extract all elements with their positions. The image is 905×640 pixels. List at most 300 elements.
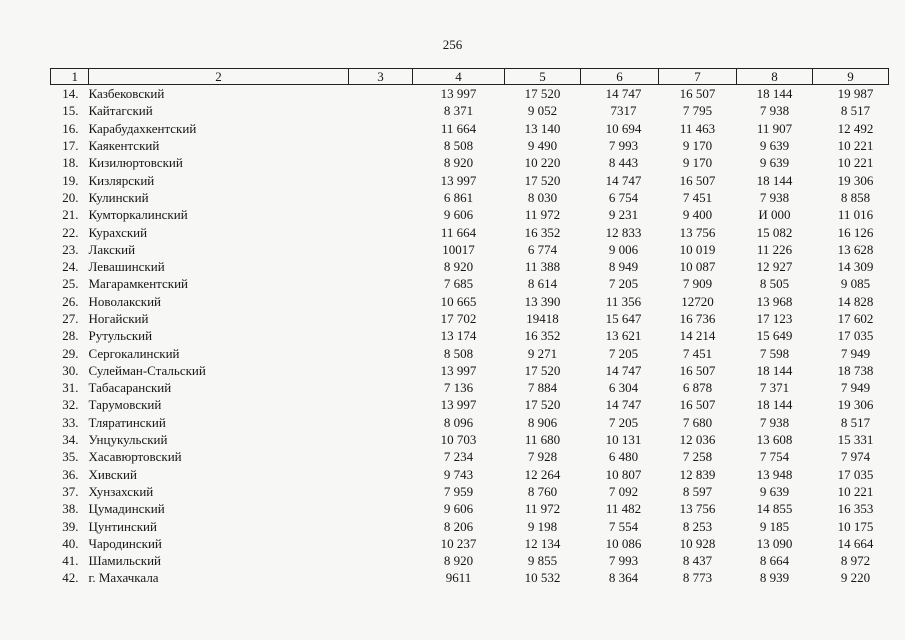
- col-3-value: [349, 85, 413, 103]
- district-name: Ногайский: [88, 311, 149, 326]
- col-9-value: 7 974: [840, 449, 871, 465]
- col-7-value: 12 036: [679, 432, 716, 448]
- col-5-value: 12 264: [524, 466, 561, 482]
- col-7-value: 10 087: [679, 259, 716, 275]
- col-6-value: 7 205: [608, 345, 639, 361]
- district-name: Магарамкентский: [88, 276, 188, 292]
- header-cell: 6: [581, 69, 659, 85]
- header-cell: 2: [89, 69, 349, 85]
- col-7-value: 11 463: [679, 120, 716, 136]
- col-3-value: [349, 414, 413, 431]
- col-3-value: [349, 517, 413, 534]
- col-7-value: 7 909: [682, 276, 713, 292]
- col-8-value: 7 938: [759, 189, 790, 205]
- col-3-value: [349, 120, 413, 137]
- col-3-value: [349, 275, 413, 292]
- col-6-value: 14 747: [605, 172, 642, 188]
- district-name: Хасавюртовский: [88, 449, 182, 465]
- district-name: Каякентский: [88, 138, 160, 154]
- col-5-value: 8 030: [527, 189, 558, 205]
- table-row: [51, 154, 889, 171]
- col-5-value: 17 520: [524, 362, 561, 378]
- col-8-value: 7 371: [759, 380, 790, 396]
- table-row: [51, 137, 889, 154]
- row-number: 14.: [62, 86, 79, 102]
- table-row: [51, 85, 889, 103]
- col-7-value: 8 773: [682, 570, 713, 586]
- col-8-value: 12 927: [756, 259, 793, 275]
- col-4-value: 7 685: [443, 276, 474, 292]
- col-9-value: 7 949: [840, 380, 871, 396]
- col-4-value: 9 606: [443, 207, 474, 223]
- col-5-value: 9 271: [527, 345, 558, 361]
- district-name: г. Махачкала: [88, 570, 159, 586]
- col-9-value: 17 035: [837, 328, 874, 344]
- col-3-value: [349, 154, 413, 171]
- col-8-value: И 000: [758, 207, 791, 223]
- table-row: [51, 414, 889, 431]
- col-6-value: 7 092: [608, 483, 639, 499]
- col-6-value: 14 747: [605, 86, 642, 102]
- col-6-value: 12 833: [605, 224, 642, 240]
- col-7-value: 9 400: [682, 207, 713, 223]
- table-row: [51, 379, 889, 396]
- col-7-value: 10 928: [679, 535, 716, 551]
- table-row: [51, 396, 889, 413]
- col-9-value: 17 035: [837, 466, 874, 482]
- col-3-value: [349, 241, 413, 258]
- col-7-value: 8 253: [682, 518, 713, 534]
- district-name: Сулейман-Стальский: [88, 362, 206, 378]
- district-name: Сергокалинский: [88, 345, 180, 361]
- row-number: 29.: [62, 345, 79, 361]
- col-3-value: [349, 206, 413, 223]
- header-cell: 1: [51, 69, 89, 85]
- col-9-value: 19 306: [837, 172, 874, 188]
- col-8-value: 13 608: [756, 432, 793, 448]
- col-5-value: 11 388: [524, 259, 561, 275]
- district-name: Левашинский: [88, 259, 165, 275]
- col-4-value: 9611: [445, 570, 472, 586]
- col-4-value: 7 959: [443, 483, 474, 499]
- district-name: Рутульский: [88, 328, 153, 344]
- col-8-value: 7 938: [759, 414, 790, 430]
- col-9-value: 9 085: [840, 276, 871, 292]
- col-3-value: [349, 500, 413, 517]
- col-9-value: 19 306: [837, 397, 874, 413]
- col-9-value: 7 949: [840, 345, 871, 361]
- row-number: 19.: [62, 172, 79, 188]
- col-8-value: 11 907: [756, 120, 793, 136]
- col-6-value: 7317: [610, 103, 637, 119]
- table-row: [51, 258, 889, 275]
- row-number: 36.: [62, 466, 79, 482]
- table-row: [51, 500, 889, 517]
- col-5-value: 13 140: [524, 120, 561, 136]
- row-number: 23.: [62, 241, 79, 257]
- col-3-value: [349, 327, 413, 344]
- col-4-value: 8 920: [443, 155, 474, 171]
- row-number: 26.: [62, 293, 79, 309]
- row-number: 24.: [62, 259, 79, 275]
- col-8-value: 7 598: [759, 345, 790, 361]
- col-3-value: [349, 102, 413, 119]
- col-5-value: 9 490: [527, 138, 558, 154]
- col-8-value: 7 754: [759, 449, 790, 465]
- col-5-value: 17 520: [524, 172, 561, 188]
- district-name: Новолакский: [88, 293, 162, 309]
- col-4-value: 8 371: [443, 103, 474, 119]
- col-9-value: 9 220: [840, 570, 871, 586]
- header-cell: 3: [349, 69, 413, 85]
- col-5-value: 17 520: [524, 86, 561, 102]
- col-5-value: 13 390: [524, 293, 561, 309]
- col-9-value: 19 987: [837, 86, 874, 102]
- row-number: 34.: [62, 432, 79, 448]
- col-3-value: [349, 466, 413, 483]
- col-7-value: 9 170: [682, 155, 713, 171]
- district-name: Кайтагский: [88, 103, 153, 119]
- col-3-value: [349, 569, 413, 586]
- table-row: [51, 223, 889, 240]
- header-row: [51, 69, 889, 85]
- col-9-value: 8 517: [840, 414, 871, 430]
- col-5-value: 11 972: [524, 501, 561, 517]
- col-7-value: 10 019: [679, 241, 716, 257]
- district-name: Тляратинский: [88, 414, 166, 430]
- col-3-value: [349, 223, 413, 240]
- col-8-value: 18 144: [756, 172, 793, 188]
- col-3-value: [349, 310, 413, 327]
- col-6-value: 8 949: [608, 259, 639, 275]
- col-3-value: [349, 189, 413, 206]
- col-5-value: 9 052: [527, 103, 558, 119]
- col-7-value: 16 507: [679, 397, 716, 413]
- col-8-value: 8 939: [759, 570, 790, 586]
- table-body: [51, 85, 889, 587]
- col-9-value: 14 828: [837, 293, 874, 309]
- district-name: Хунзахский: [88, 483, 154, 499]
- col-5-value: 11 972: [524, 207, 561, 223]
- district-name: Казбековский: [88, 86, 165, 102]
- col-7-value: 7 680: [682, 414, 713, 430]
- col-4-value: 13 997: [440, 362, 477, 378]
- col-4-value: 8 096: [443, 414, 474, 430]
- row-number: 22.: [62, 224, 79, 240]
- col-3-value: [349, 293, 413, 310]
- col-5-value: 10 220: [524, 155, 561, 171]
- row-number: 16.: [62, 120, 79, 136]
- col-6-value: 10 694: [605, 120, 642, 136]
- col-5-value: 17 520: [524, 397, 561, 413]
- district-name: Курахский: [88, 224, 148, 240]
- col-3-value: [349, 379, 413, 396]
- table-row: [51, 327, 889, 344]
- district-name: Цумадинский: [88, 501, 165, 517]
- header-cell: 8: [737, 69, 813, 85]
- col-9-value: 14 664: [837, 535, 874, 551]
- row-number: 39.: [62, 518, 79, 534]
- col-4-value: 10 237: [440, 535, 477, 551]
- col-4-value: 11 664: [440, 120, 477, 136]
- district-name: Хивский: [88, 466, 137, 482]
- col-4-value: 7 136: [443, 380, 474, 396]
- col-7-value: 14 214: [679, 328, 716, 344]
- col-7-value: 9 170: [682, 138, 713, 154]
- col-8-value: 7 938: [759, 103, 790, 119]
- col-9-value: 10 175: [837, 518, 874, 534]
- col-4-value: 10 665: [440, 293, 477, 309]
- district-name: Карабудахкентский: [88, 120, 197, 136]
- page-number: 256: [442, 37, 463, 52]
- col-4-value: 13 174: [440, 328, 477, 344]
- col-5-value: 19418: [526, 311, 559, 326]
- header-cell: 9: [813, 69, 889, 85]
- col-6-value: 11 356: [605, 293, 642, 309]
- col-3-value: [349, 448, 413, 465]
- col-8-value: 13 968: [756, 293, 793, 309]
- col-8-value: 17 123: [756, 311, 793, 326]
- col-4-value: 9 606: [443, 501, 474, 517]
- district-name: Кулинский: [88, 189, 149, 205]
- row-number: 27.: [62, 311, 79, 326]
- table-row: [51, 431, 889, 448]
- col-6-value: 13 621: [605, 328, 642, 344]
- row-number: 21.: [62, 207, 79, 223]
- col-5-value: 6 774: [527, 241, 558, 257]
- table-row: [51, 552, 889, 569]
- col-4-value: 13 997: [440, 172, 477, 188]
- row-number: 18.: [62, 155, 79, 171]
- col-6-value: 11 482: [605, 501, 642, 517]
- col-4-value: 6 861: [443, 189, 474, 205]
- table-row: [51, 189, 889, 206]
- row-number: 28.: [62, 328, 79, 344]
- col-3-value: [349, 344, 413, 361]
- col-3-value: [349, 396, 413, 413]
- col-3-value: [349, 431, 413, 448]
- table-row: [51, 102, 889, 119]
- col-4-value: 8 206: [443, 518, 474, 534]
- col-4-value: 8 508: [443, 345, 474, 361]
- district-name: Кумторкалинский: [88, 207, 188, 223]
- col-5-value: 16 352: [524, 328, 561, 344]
- header-cell: 4: [413, 69, 505, 85]
- col-6-value: 14 747: [605, 397, 642, 413]
- col-9-value: 14 309: [837, 259, 874, 275]
- col-8-value: 9 639: [759, 155, 790, 171]
- col-6-value: 10 086: [605, 535, 642, 551]
- col-6-value: 6 754: [608, 189, 639, 205]
- col-7-value: 16 507: [679, 362, 716, 378]
- col-7-value: 8 597: [682, 483, 713, 499]
- col-4-value: 17 702: [440, 311, 477, 326]
- col-7-value: 7 795: [682, 103, 713, 119]
- col-4-value: 10 703: [440, 432, 477, 448]
- table-row: [51, 241, 889, 258]
- col-4-value: 8 508: [443, 138, 474, 154]
- col-8-value: 18 144: [756, 362, 793, 378]
- col-6-value: 7 205: [608, 276, 639, 292]
- table-row: [51, 448, 889, 465]
- table-row: [51, 344, 889, 361]
- row-number: 31.: [62, 380, 79, 396]
- row-number: 41.: [62, 553, 79, 569]
- col-4-value: 8 920: [443, 259, 474, 275]
- col-7-value: 12720: [681, 293, 714, 309]
- col-3-value: [349, 535, 413, 552]
- col-3-value: [349, 362, 413, 379]
- table-row: [51, 569, 889, 586]
- table-row: [51, 171, 889, 188]
- col-3-value: [349, 258, 413, 275]
- col-5-value: 9 855: [527, 553, 558, 569]
- col-8-value: 8 505: [759, 276, 790, 292]
- col-5-value: 8 760: [527, 483, 558, 499]
- col-9-value: 17 602: [837, 311, 874, 326]
- row-number: 42.: [62, 570, 79, 586]
- row-number: 33.: [62, 414, 79, 430]
- col-6-value: 7 554: [608, 518, 639, 534]
- col-4-value: 8 920: [443, 553, 474, 569]
- col-7-value: 16 507: [679, 172, 716, 188]
- col-6-value: 10 807: [605, 466, 642, 482]
- col-5-value: 9 198: [527, 518, 558, 534]
- col-5-value: 8 906: [527, 414, 558, 430]
- col-6-value: 10 131: [605, 432, 642, 448]
- col-6-value: 9 006: [608, 241, 639, 257]
- header-cell: 7: [659, 69, 737, 85]
- col-6-value: 6 480: [608, 449, 639, 465]
- col-8-value: 13 090: [756, 535, 793, 551]
- row-number: 20.: [62, 189, 79, 205]
- col-4-value: 13 997: [440, 397, 477, 413]
- col-8-value: 14 855: [756, 501, 793, 517]
- district-name: Тарумовский: [88, 397, 162, 413]
- district-name: Чародинский: [88, 535, 162, 551]
- col-9-value: 8 858: [840, 189, 871, 205]
- col-4-value: 7 234: [443, 449, 474, 465]
- col-8-value: 18 144: [756, 86, 793, 102]
- col-6-value: 7 993: [608, 553, 639, 569]
- row-number: 40.: [62, 535, 79, 551]
- col-5-value: 11 680: [524, 432, 561, 448]
- col-5-value: 12 134: [524, 535, 561, 551]
- col-6-value: 7 205: [608, 414, 639, 430]
- col-8-value: 8 664: [759, 553, 790, 569]
- row-number: 30.: [62, 362, 79, 378]
- col-7-value: 13 756: [679, 501, 716, 517]
- col-9-value: 8 972: [840, 553, 871, 569]
- col-9-value: 16 353: [837, 501, 874, 517]
- col-9-value: 10 221: [837, 138, 874, 154]
- col-5-value: 7 928: [527, 449, 558, 465]
- data-table: [50, 68, 889, 587]
- col-8-value: 11 226: [756, 241, 793, 257]
- district-name: Кизлярский: [88, 172, 155, 188]
- col-5-value: 7 884: [527, 380, 558, 396]
- col-9-value: 13 628: [837, 241, 874, 257]
- col-4-value: 13 997: [440, 86, 477, 102]
- col-6-value: 7 993: [608, 138, 639, 154]
- col-6-value: 9 231: [608, 207, 639, 223]
- table-row: [51, 466, 889, 483]
- col-7-value: 12 839: [679, 466, 716, 482]
- col-7-value: 7 451: [682, 345, 713, 361]
- col-4-value: 10017: [442, 241, 475, 257]
- col-9-value: 12 492: [837, 120, 874, 136]
- col-5-value: 8 614: [527, 276, 558, 292]
- col-8-value: 18 144: [756, 397, 793, 413]
- district-name: Шамильский: [88, 553, 161, 569]
- col-6-value: 15 647: [605, 311, 642, 326]
- col-9-value: 10 221: [837, 155, 874, 171]
- col-3-value: [349, 171, 413, 188]
- table-row: [51, 483, 889, 500]
- col-4-value: 9 743: [443, 466, 474, 482]
- col-7-value: 16 507: [679, 86, 716, 102]
- col-9-value: 18 738: [837, 362, 874, 378]
- col-7-value: 7 451: [682, 189, 713, 205]
- district-name: Цунтинский: [88, 518, 157, 534]
- col-8-value: 9 639: [759, 483, 790, 499]
- col-9-value: 10 221: [837, 483, 874, 499]
- table-row: [51, 206, 889, 223]
- col-8-value: 15 649: [756, 328, 793, 344]
- col-7-value: 16 736: [679, 311, 716, 326]
- col-6-value: 6 304: [608, 380, 639, 396]
- table-row: [51, 310, 889, 327]
- table-row: [51, 275, 889, 292]
- col-7-value: 13 756: [679, 224, 716, 240]
- row-number: 35.: [62, 449, 79, 465]
- table-row: [51, 517, 889, 534]
- row-number: 38.: [62, 501, 79, 517]
- col-8-value: 15 082: [756, 224, 793, 240]
- col-6-value: 8 364: [608, 570, 639, 586]
- table-row: [51, 535, 889, 552]
- col-6-value: 14 747: [605, 362, 642, 378]
- col-9-value: 8 517: [840, 103, 871, 119]
- col-3-value: [349, 483, 413, 500]
- col-8-value: 9 639: [759, 138, 790, 154]
- col-8-value: 13 948: [756, 466, 793, 482]
- col-4-value: 11 664: [440, 224, 477, 240]
- col-8-value: 9 185: [759, 518, 790, 534]
- col-7-value: 7 258: [682, 449, 713, 465]
- col-5-value: 16 352: [524, 224, 561, 240]
- table-row: [51, 120, 889, 137]
- row-number: 25.: [62, 276, 79, 292]
- col-7-value: 6 878: [682, 380, 713, 396]
- col-9-value: 11 016: [837, 207, 874, 223]
- district-name: Кизилюртовский: [88, 155, 183, 171]
- col-9-value: 16 126: [837, 224, 874, 240]
- header-cell: 5: [505, 69, 581, 85]
- col-3-value: [349, 137, 413, 154]
- district-name: Унцукульский: [88, 432, 168, 448]
- district-name: Лакский: [88, 241, 136, 257]
- row-number: 32.: [62, 397, 79, 413]
- row-number: 17.: [62, 138, 79, 154]
- district-name: Табасаранский: [88, 380, 172, 396]
- col-5-value: 10 532: [524, 570, 561, 586]
- col-3-value: [349, 552, 413, 569]
- col-6-value: 8 443: [608, 155, 639, 171]
- row-number: 37.: [62, 483, 79, 499]
- col-9-value: 15 331: [837, 432, 874, 448]
- table-row: [51, 293, 889, 310]
